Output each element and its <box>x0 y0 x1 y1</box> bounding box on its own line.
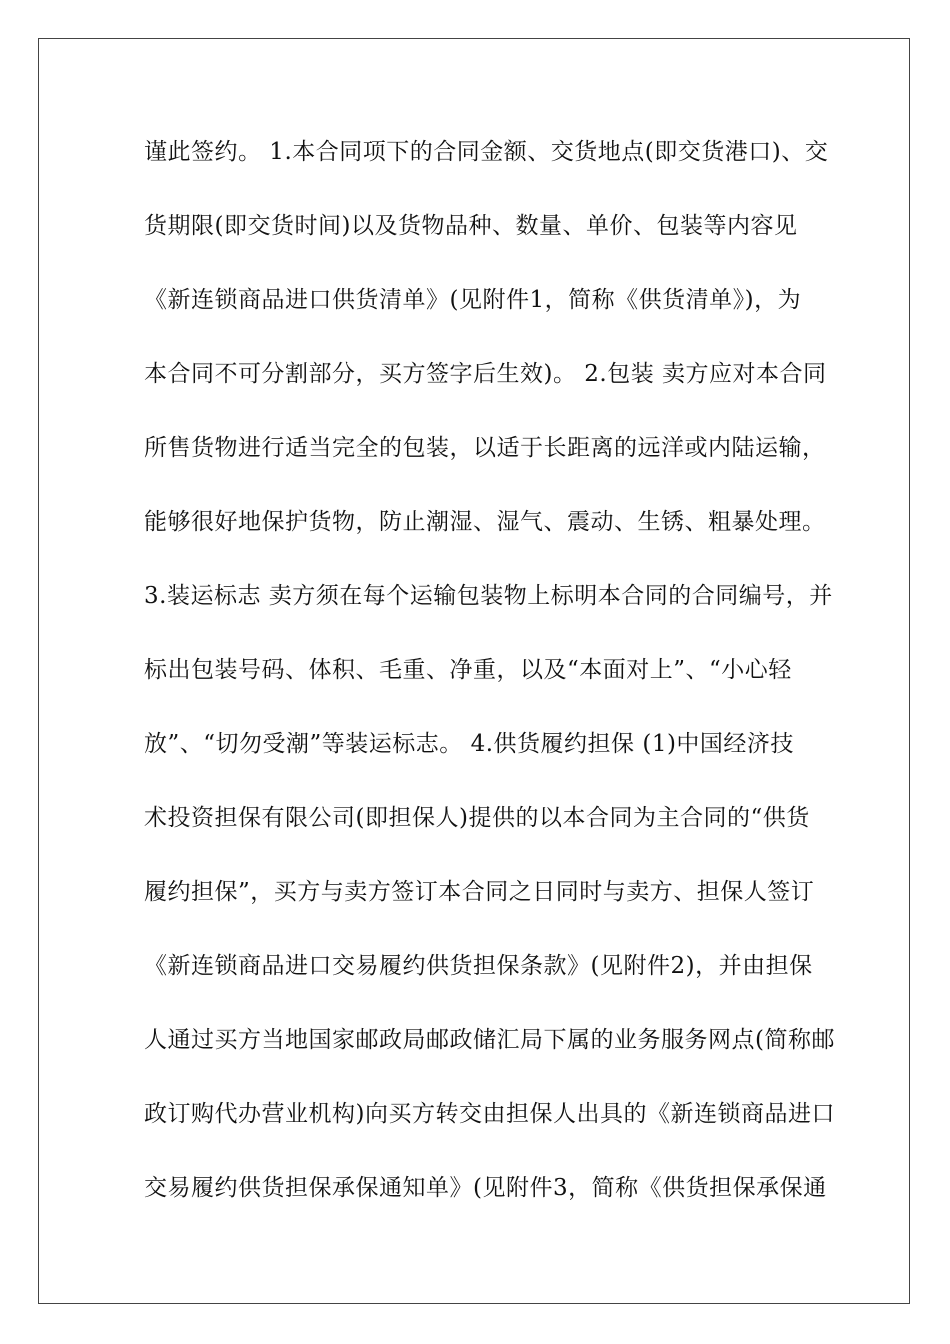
text-line: 交易履约供货担保承保通知单》(见附件3，简称《供货担保承保通 <box>144 1175 827 1201</box>
text-line: 所售货物进行适当完全的包装，以适于长距离的远洋或内陆运输， <box>144 435 826 461</box>
text-line: 人通过买方当地国家邮政局邮政储汇局下属的业务服务网点(简称邮 <box>144 1027 835 1053</box>
text-line: 3.装运标志 卖方须在每个运输包装物上标明本合同的合同编号，并 <box>144 583 833 609</box>
document-body <box>144 122 835 1232</box>
text-line: 放”、“切勿受潮”等装运标志。 4.供货履约担保 (1)中国经济技 <box>144 731 794 757</box>
text-line: 能够很好地保护货物，防止潮湿、湿气、震动、生锈、粗暴处理。 <box>144 509 826 535</box>
text-line: 术投资担保有限公司(即担保人)提供的以本合同为主合同的“供货 <box>144 805 810 831</box>
text-line: 谨此签约。 1.本合同项下的合同金额、交货地点(即交货港口)、交 <box>144 139 829 165</box>
text-line: 《新连锁商品进口供货清单》(见附件1，简称《供货清单》)，为 <box>144 287 802 313</box>
text-line: 履约担保”，买方与卖方签订本合同之日同时与卖方、担保人签订 <box>144 879 815 905</box>
text-line: 政订购代办营业机构)向买方转交由担保人出具的《新连锁商品进口 <box>144 1101 835 1127</box>
text-line: 货期限(即交货时间)以及货物品种、数量、单价、包装等内容见 <box>144 213 798 239</box>
text-line: 本合同不可分割部分，买方签字后生效)。 2.包装 卖方应对本合同 <box>144 361 827 387</box>
text-line: 标出包装号码、体积、毛重、净重，以及“本面对上”、“小心轻 <box>144 657 792 683</box>
text-line: 《新连锁商品进口交易履约供货担保条款》(见附件2)，并由担保 <box>144 953 813 979</box>
